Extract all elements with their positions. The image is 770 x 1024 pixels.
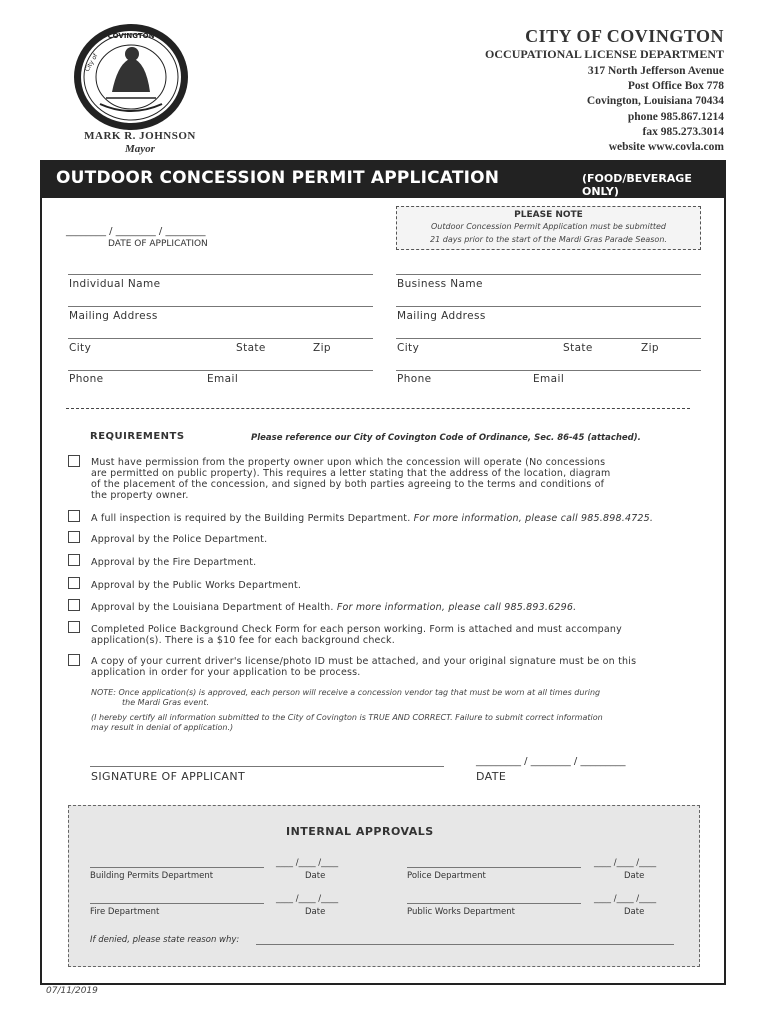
form-title: OUTDOOR CONCESSION PERMIT APPLICATION — [56, 168, 500, 188]
email-label: Email — [207, 373, 239, 385]
police-signature-field[interactable] — [407, 867, 581, 868]
requirement-police: Approval by the Police Department. — [91, 534, 268, 545]
internal-approvals-heading: INTERNAL APPROVALS — [286, 825, 434, 838]
website-line: website www.covla.com — [608, 141, 724, 154]
vendor-tag-note: NOTE: Once application(s) is approved, each person will receive a concession vendor tag that must be worn at all times during — [91, 688, 601, 697]
requirement-line: the property owner. — [91, 490, 189, 501]
certification-text-cont: may result in denial of application.) — [91, 723, 234, 732]
denial-reason-field[interactable] — [256, 944, 674, 945]
address-line: Covington, Louisiana 70434 — [586, 95, 724, 108]
requirement-line: of the placement of the concession, and signed by both parties agreeing to the terms and conditions of — [91, 479, 605, 490]
section-divider — [66, 408, 690, 409]
business-phone-label: Phone — [397, 373, 432, 385]
signature-date-label: DATE — [476, 770, 507, 783]
certification-text: (I hereby certify all information submitted to the City of Covington is TRUE AND CORRECT. Failure to submit correct information — [91, 713, 603, 722]
phone-label: Phone — [69, 373, 104, 385]
business-mailing-field[interactable] — [396, 306, 701, 307]
fire-date-field[interactable]: ____ /____ /____ — [276, 894, 339, 904]
svg-text:City of: City of — [83, 52, 100, 73]
police-date-field[interactable]: ____ /____ /____ — [594, 858, 657, 868]
public-works-date-field[interactable]: ____ /____ /____ — [594, 894, 657, 904]
ordinance-reference: Please reference our City of Covington Code of Ordinance, Sec. 86-45 (attached). — [251, 433, 641, 443]
requirement-text: Approval by the Louisiana Department of Health. — [91, 602, 337, 613]
date-blanks[interactable]: ________ / ________ / ________ — [66, 226, 206, 237]
checkbox-property-owner[interactable] — [68, 455, 80, 467]
requirement-fire: Approval by the Fire Department. — [91, 557, 257, 568]
checkbox-inspection[interactable] — [68, 510, 80, 522]
note-line: Outdoor Concession Permit Application must be submitted — [431, 222, 666, 231]
checkbox-fire[interactable] — [68, 554, 80, 566]
checkbox-police[interactable] — [68, 531, 80, 543]
requirements-heading: REQUIREMENTS — [90, 431, 185, 442]
requirement-line: are permitted on public property). This requires a letter stating that the address of the location, diagram — [91, 468, 611, 479]
requirement-property-owner — [91, 457, 610, 501]
title-banner — [40, 160, 726, 198]
mayor-title: Mayor — [125, 143, 155, 155]
signature-field[interactable] — [90, 766, 444, 767]
fire-signature-field[interactable] — [90, 903, 264, 904]
checkbox-health[interactable] — [68, 599, 80, 611]
checkbox-photo-id[interactable] — [68, 654, 80, 666]
building-permits-label: Building Permits Department — [90, 871, 214, 881]
business-mailing-label: Mailing Address — [397, 310, 486, 322]
business-name-field[interactable] — [396, 274, 701, 275]
requirement-line: Must have permission from the property owner upon which the concession will operate (No concessions — [91, 457, 606, 468]
checkbox-public-works[interactable] — [68, 577, 80, 589]
checkbox-background-check[interactable] — [68, 621, 80, 633]
city-name: CITY OF COVINGTON — [525, 26, 724, 46]
requirement-contact: For more information, please call 985.898.4725. — [413, 513, 654, 524]
please-note-box — [396, 206, 701, 250]
denial-reason-label: If denied, please state reason why: — [90, 935, 240, 945]
mailing-address-field[interactable] — [68, 306, 373, 307]
mailing-address-label: Mailing Address — [69, 310, 158, 322]
note-title: PLEASE NOTE — [514, 210, 583, 220]
police-date-label: Date — [624, 871, 645, 881]
mayor-name: MARK R. JOHNSON — [84, 130, 196, 142]
address-line: 317 North Jefferson Avenue — [587, 65, 724, 77]
vendor-tag-note-cont: the Mardi Gras event. — [122, 698, 210, 707]
police-label: Police Department — [407, 871, 486, 881]
requirement-line: Completed Police Background Check Form for each person working. Form is attached and must accompany — [91, 624, 622, 635]
business-email-label: Email — [533, 373, 565, 385]
state-label: State — [236, 342, 266, 354]
fax-line: fax 985.273.3014 — [642, 125, 724, 138]
form-subtitle: (FOOD/BEVERAGE ONLY) — [582, 172, 692, 198]
requirement-text: A full inspection is required by the Building Permits Department. — [91, 513, 414, 524]
revision-date: 07/11/2019 — [46, 986, 98, 996]
requirement-photo-id — [91, 656, 636, 678]
building-date-field[interactable]: ____ /____ /____ — [276, 858, 339, 868]
fire-date-label: Date — [305, 907, 326, 917]
requirement-line: A copy of your current driver's license/photo ID must be attached, and your original signature must be on this — [91, 656, 637, 667]
city-label: City — [69, 342, 92, 354]
building-date-label: Date — [305, 871, 326, 881]
public-works-signature-field[interactable] — [407, 903, 581, 904]
business-zip-label: Zip — [641, 342, 659, 354]
date-of-application-label: DATE OF APPLICATION — [108, 239, 208, 249]
department-name: OCCUPATIONAL LICENSE DEPARTMENT — [485, 47, 724, 61]
phone-line: phone 985.867.1214 — [627, 110, 724, 123]
individual-name-label: Individual Name — [69, 278, 161, 290]
business-phone-email-field[interactable] — [396, 370, 701, 371]
requirement-contact: For more information, please call 985.893.6296. — [336, 602, 577, 613]
address-line: Post Office Box 778 — [627, 80, 724, 93]
requirement-health — [91, 602, 576, 613]
public-works-date-label: Date — [624, 907, 645, 917]
individual-name-field[interactable] — [68, 274, 373, 275]
address-block — [587, 64, 724, 155]
city-seal — [72, 22, 190, 132]
signature-label: SIGNATURE OF APPLICANT — [91, 770, 246, 783]
signature-date-field[interactable]: _________ / ________ / _________ — [476, 756, 626, 767]
fire-label: Fire Department — [90, 907, 160, 917]
building-permits-signature-field[interactable] — [90, 867, 264, 868]
business-city-label: City — [397, 342, 420, 354]
public-works-label: Public Works Department — [407, 907, 515, 917]
business-name-label: Business Name — [397, 278, 483, 290]
requirement-background-check — [91, 624, 622, 646]
business-state-label: State — [563, 342, 593, 354]
requirement-line: application in order for your application to be process. — [91, 667, 361, 678]
svg-text:COVINGTON: COVINGTON — [107, 32, 155, 40]
phone-email-field[interactable] — [68, 370, 373, 371]
note-line: 21 days prior to the start of the Mardi Gras Parade Season. — [430, 235, 667, 244]
zip-label: Zip — [313, 342, 331, 354]
city-state-zip-field[interactable] — [68, 338, 373, 339]
requirement-line: application(s). There is a $10 fee for each background check. — [91, 635, 395, 646]
requirement-inspection — [91, 513, 653, 524]
requirement-public-works: Approval by the Public Works Department. — [91, 580, 302, 591]
business-city-state-zip-field[interactable] — [396, 338, 701, 339]
